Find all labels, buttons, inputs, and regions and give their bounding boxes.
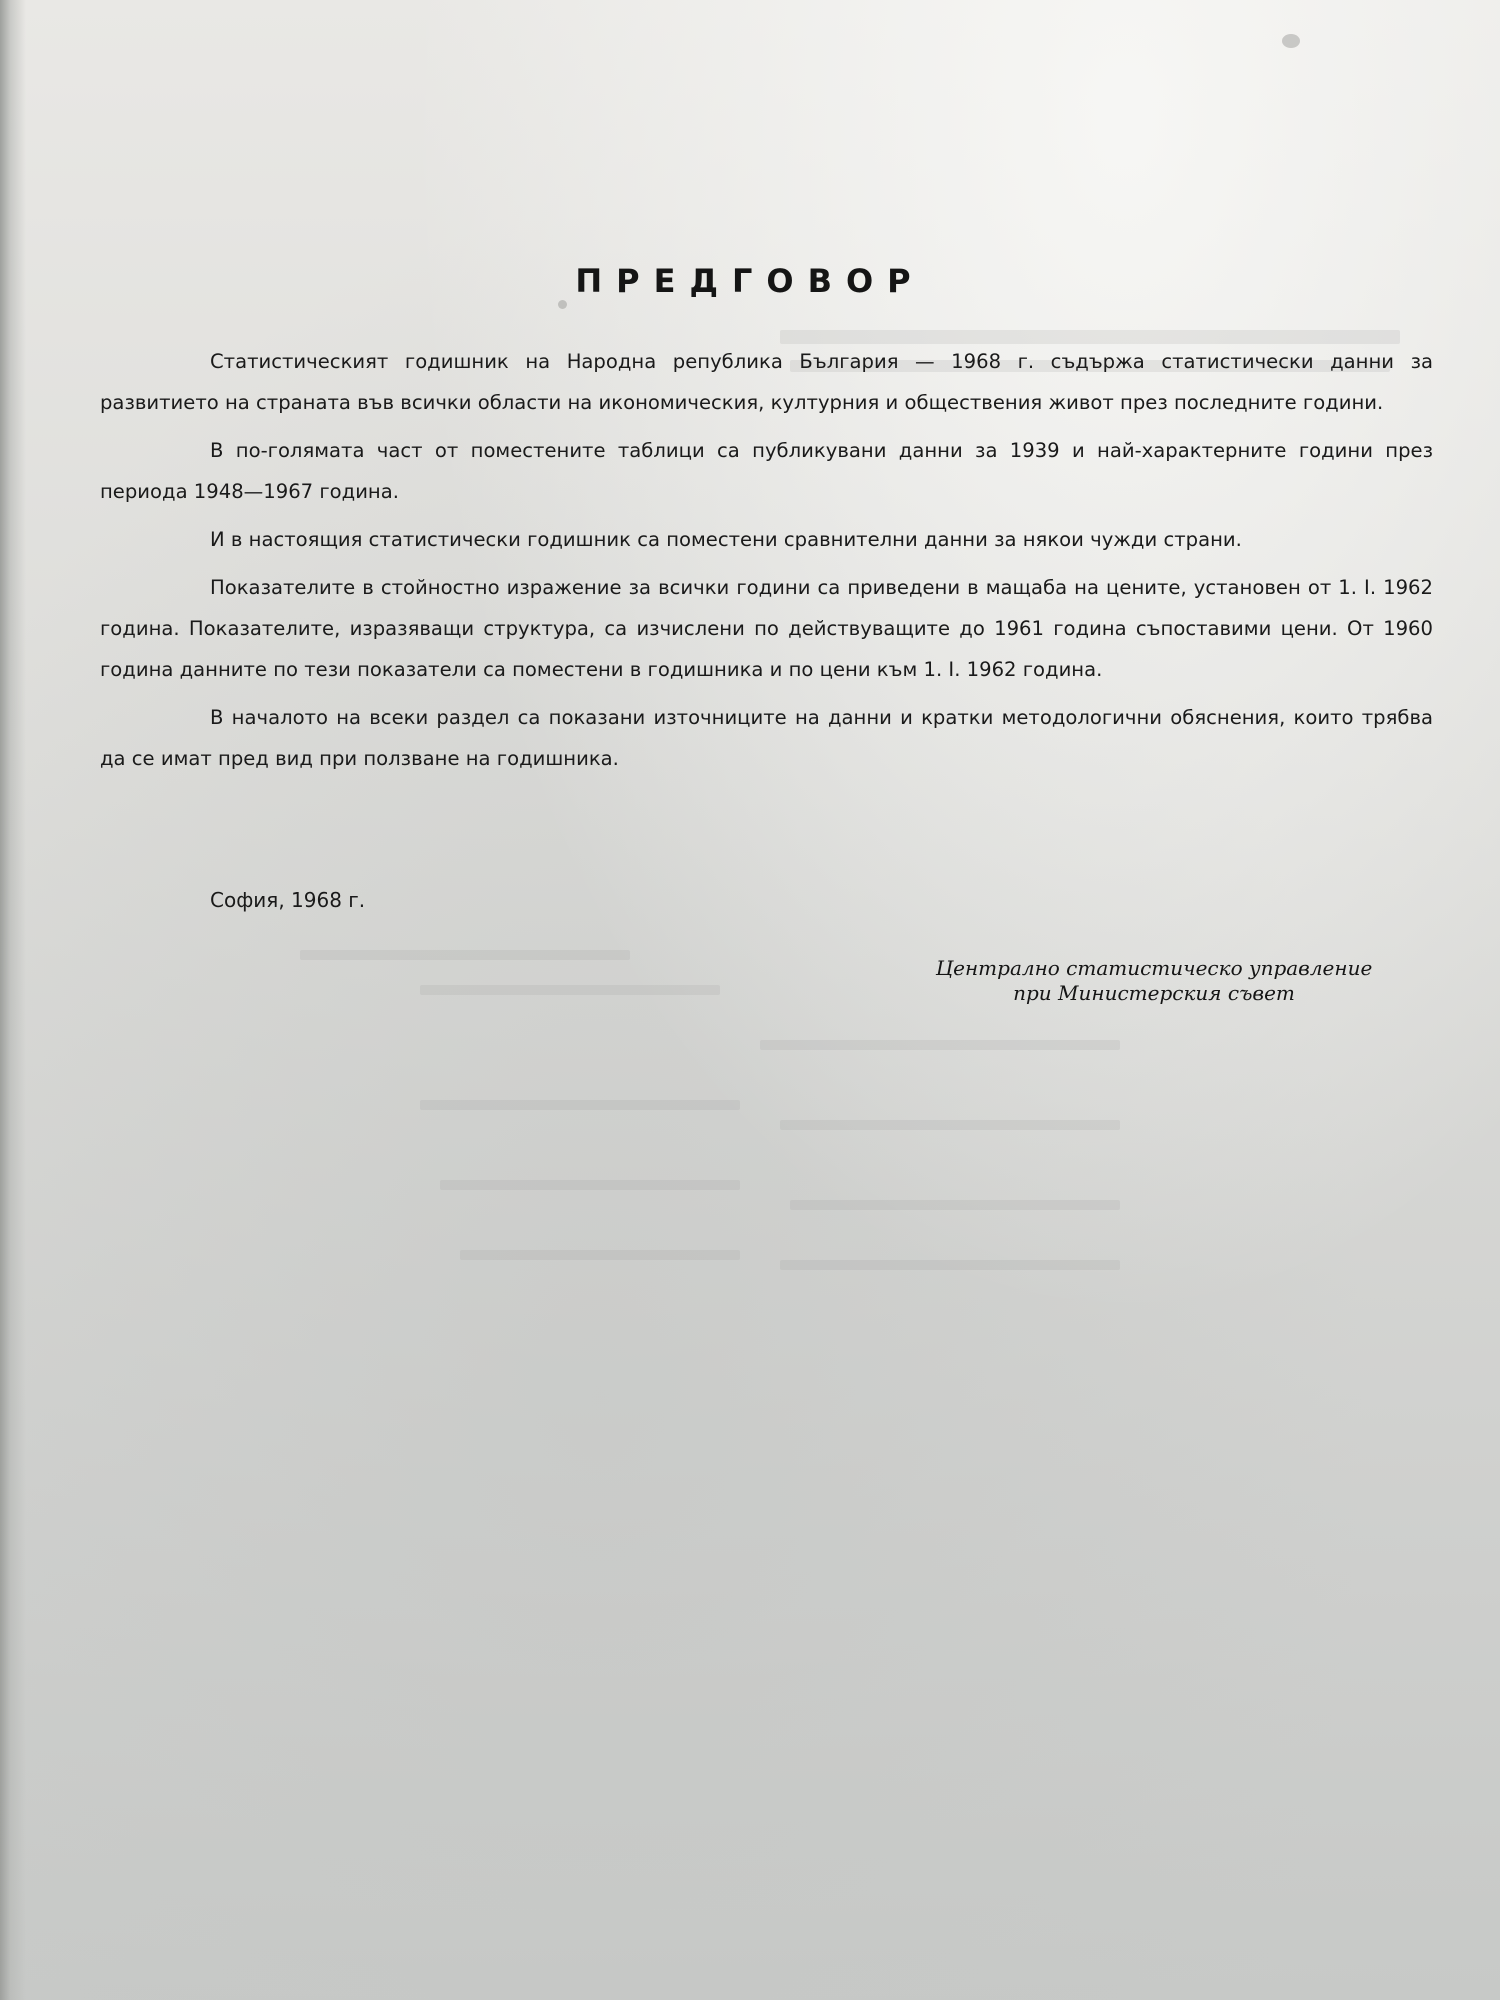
show-through-band	[790, 1200, 1120, 1210]
show-through-band	[780, 1260, 1120, 1270]
page-title: ПРЕДГОВОР	[575, 262, 925, 300]
show-through-band	[420, 985, 720, 995]
page-edge-shadow	[0, 0, 26, 2000]
paragraph: Статистическият годишник на Народна република България — 1968 г. съдържа статистически данни за развитието на страната във всички области на икономическия, културния и обществения живот през последните години.	[100, 350, 1433, 414]
show-through-band	[440, 1180, 740, 1190]
paragraph: И в настоящия статистически годишник са поместени сравнителни данни за някои чужди страни.	[210, 528, 1242, 551]
show-through-band	[460, 1250, 740, 1260]
signature-block	[874, 956, 1434, 1006]
show-through-band	[780, 1120, 1120, 1130]
paragraph: Показателите в стойностно изражение за всички години са приведени в мащаба на цените, установен от 1. I. 1962 година. Показателите, изразяващи структура, са изчислени по действуващите до 1961 година съпоставими цени. От 1960 година данните по тези показатели са поместени в годишника и по цени към 1. I. 1962 година.	[100, 576, 1433, 681]
signature-line: Централно статистическо управление	[935, 956, 1373, 980]
paper-speck	[558, 300, 567, 309]
preface-body	[100, 341, 1433, 786]
signature-line: при Министерския съвет	[1013, 981, 1295, 1005]
place-and-date: София, 1968 г.	[210, 888, 366, 912]
show-through-band	[760, 1040, 1120, 1050]
paragraph: В по-голямата част от поместените таблици са публикувани данни за 1939 и най-характерните години през периода 1948—1967 година.	[100, 439, 1433, 503]
paragraph: В началото на всеки раздел са показани източниците на данни и кратки методологични обяснения, които трябва да се имат пред вид при ползване на годишника.	[100, 706, 1433, 770]
paper-speck	[1282, 34, 1300, 48]
show-through-band	[300, 950, 630, 960]
show-through-band	[420, 1100, 740, 1110]
